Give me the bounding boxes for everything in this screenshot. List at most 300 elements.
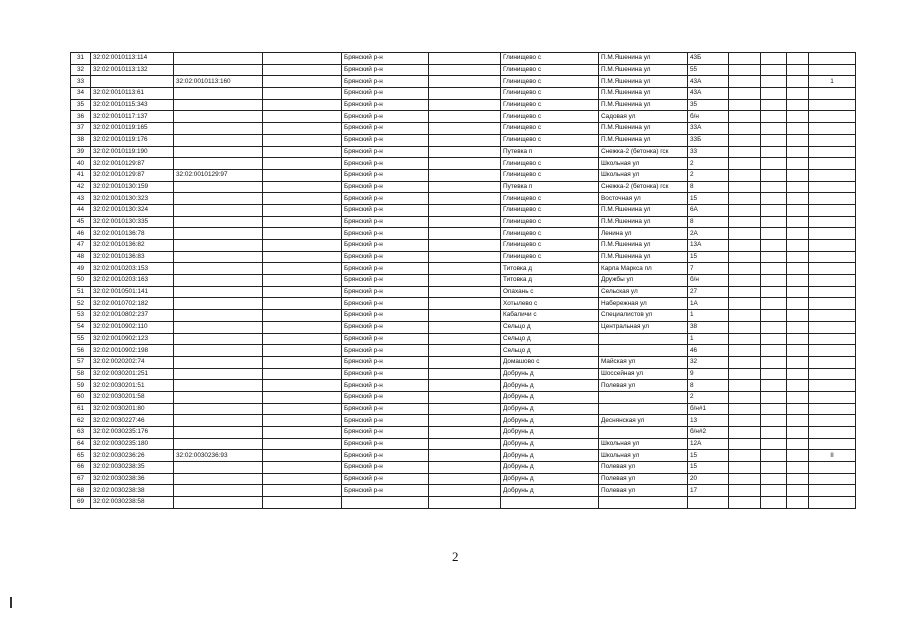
cell-blank-column-2 <box>761 158 787 170</box>
cell-blank-column-1 <box>729 111 761 123</box>
cell-house-number: 43Б <box>688 53 729 65</box>
cell-street: Восточная ул <box>599 193 688 205</box>
cell-district: Брянский р-н <box>342 158 429 170</box>
cell-note <box>809 380 856 392</box>
cell-blank-column-3 <box>787 403 809 415</box>
cell-district: Брянский р-н <box>342 111 429 123</box>
cell-district: Брянский р-н <box>342 415 429 427</box>
cell-blank-column-3 <box>787 228 809 240</box>
cell-district: Брянский р-н <box>342 298 429 310</box>
cell-district: Брянский р-н <box>342 473 429 485</box>
cell-house-number: 1 <box>688 310 729 322</box>
register-table <box>70 52 856 509</box>
table-row <box>71 473 856 485</box>
cell-row-number: 49 <box>71 263 91 275</box>
cell-settlement: Глинищево с <box>501 88 599 100</box>
cell-blank-column-1 <box>729 216 761 228</box>
cell-cadastral-number: 32:02:0020202:74 <box>91 356 174 368</box>
cell-blank-column-1 <box>729 333 761 345</box>
cell-row-number: 56 <box>71 345 91 357</box>
cell-extra-column <box>263 391 342 403</box>
cell-row-number: 44 <box>71 204 91 216</box>
cell-district: Брянский р-н <box>342 263 429 275</box>
table-row <box>71 275 856 287</box>
cell-house-number: 2 <box>688 169 729 181</box>
table-row <box>71 438 856 450</box>
cell-district: Брянский р-н <box>342 380 429 392</box>
cell-cadastral-number: 32:02:0010130:324 <box>91 204 174 216</box>
cell-linked-cadastral-number <box>174 275 263 287</box>
cell-row-number: 64 <box>71 438 91 450</box>
cell-settlement: Опахань с <box>501 286 599 298</box>
cell-house-number: 15 <box>688 193 729 205</box>
cell-extra-column <box>263 263 342 275</box>
table-row <box>71 415 856 427</box>
page-number: 2 <box>452 549 459 564</box>
cell-blank-column-3 <box>787 497 809 509</box>
cell-row-number: 57 <box>71 356 91 368</box>
cell-note <box>809 321 856 333</box>
cell-house-number: 17 <box>688 485 729 497</box>
cell-cadastral-number: 32:02:0010113:61 <box>91 88 174 100</box>
cell-note <box>809 216 856 228</box>
cell-extra-column-2 <box>429 240 501 252</box>
cell-blank-column-1 <box>729 321 761 333</box>
cell-extra-column-2 <box>429 53 501 65</box>
cell-note <box>809 64 856 76</box>
cell-row-number: 31 <box>71 53 91 65</box>
cell-note <box>809 193 856 205</box>
cell-note <box>809 240 856 252</box>
cell-house-number: 12А <box>688 438 729 450</box>
cell-extra-column-2 <box>429 321 501 333</box>
cell-linked-cadastral-number <box>174 181 263 193</box>
cell-blank-column-3 <box>787 111 809 123</box>
cell-row-number: 54 <box>71 321 91 333</box>
cell-house-number: 8 <box>688 216 729 228</box>
cell-blank-column-2 <box>761 88 787 100</box>
cell-extra-column <box>263 450 342 462</box>
cell-blank-column-3 <box>787 368 809 380</box>
table-row <box>71 286 856 298</box>
cell-house-number: 33 <box>688 146 729 158</box>
cell-settlement <box>501 497 599 509</box>
cell-cadastral-number: 32:02:0010119:165 <box>91 123 174 135</box>
cell-district: Брянский р-н <box>342 391 429 403</box>
cell-extra-column-2 <box>429 88 501 100</box>
cell-settlement: Титовка д <box>501 275 599 287</box>
cell-district: Брянский р-н <box>342 368 429 380</box>
cell-house-number: 13 <box>688 415 729 427</box>
table-row <box>71 228 856 240</box>
cell-note <box>809 99 856 111</box>
cell-district: Брянский р-н <box>342 345 429 357</box>
cell-settlement: Добрунь д <box>501 427 599 439</box>
cell-district: Брянский р-н <box>342 204 429 216</box>
cell-note <box>809 111 856 123</box>
cell-district: Брянский р-н <box>342 146 429 158</box>
cell-house-number: б/н#1 <box>688 403 729 415</box>
cell-cadastral-number: 32:02:0010902:123 <box>91 333 174 345</box>
cell-row-number: 43 <box>71 193 91 205</box>
cell-street: П.М.Яшенина ул <box>599 64 688 76</box>
cell-note <box>809 368 856 380</box>
cell-cadastral-number: 32:02:0010501:141 <box>91 286 174 298</box>
cell-row-number: 51 <box>71 286 91 298</box>
cell-house-number: 43А <box>688 88 729 100</box>
cell-settlement: Глинищево с <box>501 99 599 111</box>
cell-cadastral-number: 32:02:0030238:38 <box>91 485 174 497</box>
cell-cadastral-number: 32:02:0010802:237 <box>91 310 174 322</box>
cell-blank-column-3 <box>787 391 809 403</box>
cell-house-number: 33А <box>688 123 729 135</box>
cell-blank-column-2 <box>761 333 787 345</box>
cell-cadastral-number: 32:02:0010130:159 <box>91 181 174 193</box>
table-row <box>71 53 856 65</box>
cell-extra-column <box>263 310 342 322</box>
cell-cadastral-number: 32:02:0010203:153 <box>91 263 174 275</box>
table-row <box>71 76 856 88</box>
cell-extra-column-2 <box>429 310 501 322</box>
cell-blank-column-2 <box>761 169 787 181</box>
cell-blank-column-1 <box>729 123 761 135</box>
cell-settlement: Глинищево с <box>501 111 599 123</box>
cell-settlement: Глинищево с <box>501 64 599 76</box>
cell-linked-cadastral-number: 32:02:0030236:93 <box>174 450 263 462</box>
cell-extra-column-2 <box>429 251 501 263</box>
cell-house-number: 1А <box>688 298 729 310</box>
cell-blank-column-3 <box>787 462 809 474</box>
cell-house-number: 2А <box>688 228 729 240</box>
cell-district: Брянский р-н <box>342 403 429 415</box>
cell-linked-cadastral-number <box>174 391 263 403</box>
cell-settlement: Добрунь д <box>501 462 599 474</box>
cell-extra-column <box>263 204 342 216</box>
cell-street: П.М.Яшенина ул <box>599 123 688 135</box>
cell-settlement: Глинищево с <box>501 240 599 252</box>
cell-settlement: Глинищево с <box>501 134 599 146</box>
cell-linked-cadastral-number <box>174 88 263 100</box>
cell-extra-column-2 <box>429 111 501 123</box>
cell-cadastral-number: 32:02:0010113:132 <box>91 64 174 76</box>
cell-linked-cadastral-number <box>174 427 263 439</box>
cell-extra-column <box>263 275 342 287</box>
cell-district: Брянский р-н <box>342 216 429 228</box>
table-row <box>71 181 856 193</box>
cell-blank-column-2 <box>761 64 787 76</box>
cell-blank-column-3 <box>787 251 809 263</box>
cell-note <box>809 415 856 427</box>
cell-district: Брянский р-н <box>342 462 429 474</box>
cell-linked-cadastral-number <box>174 333 263 345</box>
table-row <box>71 263 856 275</box>
cell-extra-column <box>263 251 342 263</box>
cell-extra-column <box>263 146 342 158</box>
cell-district: Брянский р-н <box>342 438 429 450</box>
cell-settlement: Глинищево с <box>501 228 599 240</box>
cell-district: Брянский р-н <box>342 193 429 205</box>
cell-street <box>599 345 688 357</box>
cell-row-number: 40 <box>71 158 91 170</box>
cell-blank-column-1 <box>729 462 761 474</box>
cell-note: 1 <box>809 76 856 88</box>
cell-extra-column-2 <box>429 228 501 240</box>
table-row <box>71 485 856 497</box>
cell-note <box>809 146 856 158</box>
cell-cadastral-number: 32:02:0010136:83 <box>91 251 174 263</box>
cell-note <box>809 473 856 485</box>
cell-blank-column-3 <box>787 275 809 287</box>
cell-blank-column-3 <box>787 240 809 252</box>
cell-linked-cadastral-number <box>174 216 263 228</box>
cell-house-number: 9 <box>688 368 729 380</box>
cell-row-number: 53 <box>71 310 91 322</box>
cell-blank-column-1 <box>729 286 761 298</box>
cell-extra-column-2 <box>429 169 501 181</box>
cell-street: Школьная ул <box>599 169 688 181</box>
table-row <box>71 380 856 392</box>
cell-extra-column-2 <box>429 298 501 310</box>
cell-extra-column <box>263 169 342 181</box>
cell-settlement: Глинищево с <box>501 216 599 228</box>
cell-blank-column-1 <box>729 438 761 450</box>
cell-street: Снежка-2 (бетонка) гск <box>599 181 688 193</box>
cell-settlement: Глинищево с <box>501 251 599 263</box>
cell-blank-column-1 <box>729 345 761 357</box>
table-row <box>71 298 856 310</box>
cell-extra-column <box>263 473 342 485</box>
cell-blank-column-2 <box>761 146 787 158</box>
cell-house-number: 33Б <box>688 134 729 146</box>
cell-extra-column-2 <box>429 345 501 357</box>
cell-note <box>809 134 856 146</box>
cell-street: Карла Маркса пл <box>599 263 688 275</box>
cell-blank-column-3 <box>787 321 809 333</box>
cell-settlement: Добрунь д <box>501 368 599 380</box>
cell-extra-column <box>263 64 342 76</box>
cell-extra-column <box>263 403 342 415</box>
cell-street <box>599 403 688 415</box>
cell-blank-column-1 <box>729 251 761 263</box>
cell-house-number <box>688 497 729 509</box>
cell-district: Брянский р-н <box>342 53 429 65</box>
cell-settlement: Глинищево с <box>501 169 599 181</box>
cell-note <box>809 427 856 439</box>
cell-extra-column <box>263 181 342 193</box>
cell-linked-cadastral-number <box>174 204 263 216</box>
cell-blank-column-2 <box>761 275 787 287</box>
cell-extra-column-2 <box>429 64 501 76</box>
table-row <box>71 462 856 474</box>
cell-street: Деснянская ул <box>599 415 688 427</box>
cell-linked-cadastral-number <box>174 158 263 170</box>
cell-street <box>599 391 688 403</box>
cell-house-number: 2 <box>688 391 729 403</box>
cell-extra-column <box>263 123 342 135</box>
cell-row-number: 46 <box>71 228 91 240</box>
table-row <box>71 169 856 181</box>
cell-blank-column-2 <box>761 240 787 252</box>
cell-settlement: Глинищево с <box>501 158 599 170</box>
cell-note: II <box>809 450 856 462</box>
cell-note <box>809 333 856 345</box>
cell-blank-column-3 <box>787 181 809 193</box>
cell-blank-column-3 <box>787 345 809 357</box>
cell-blank-column-2 <box>761 310 787 322</box>
cell-extra-column-2 <box>429 275 501 287</box>
cell-street: Полевая ул <box>599 473 688 485</box>
table-row <box>71 88 856 100</box>
cell-blank-column-1 <box>729 134 761 146</box>
cell-blank-column-1 <box>729 403 761 415</box>
cell-row-number: 39 <box>71 146 91 158</box>
cell-district: Брянский р-н <box>342 427 429 439</box>
cell-blank-column-2 <box>761 76 787 88</box>
table-row <box>71 497 856 509</box>
cell-linked-cadastral-number <box>174 473 263 485</box>
cell-house-number: 15 <box>688 450 729 462</box>
cell-street: Снежка-2 (бетонка) гск <box>599 146 688 158</box>
cell-linked-cadastral-number <box>174 240 263 252</box>
cell-street <box>599 333 688 345</box>
cell-linked-cadastral-number <box>174 251 263 263</box>
cell-blank-column-1 <box>729 391 761 403</box>
cell-house-number: 32 <box>688 356 729 368</box>
cell-blank-column-1 <box>729 76 761 88</box>
cell-blank-column-3 <box>787 333 809 345</box>
cell-cadastral-number: 32:02:0010130:335 <box>91 216 174 228</box>
cell-extra-column <box>263 228 342 240</box>
cell-district <box>342 497 429 509</box>
cell-blank-column-1 <box>729 146 761 158</box>
cell-linked-cadastral-number <box>174 310 263 322</box>
table-row <box>71 368 856 380</box>
cell-cadastral-number: 32:02:0030236:26 <box>91 450 174 462</box>
cell-linked-cadastral-number <box>174 356 263 368</box>
cell-blank-column-3 <box>787 53 809 65</box>
cell-house-number: 20 <box>688 473 729 485</box>
cell-cadastral-number: 32:02:0010136:78 <box>91 228 174 240</box>
cell-extra-column <box>263 216 342 228</box>
cell-cadastral-number: 32:02:0010113:114 <box>91 53 174 65</box>
cell-extra-column-2 <box>429 485 501 497</box>
cell-extra-column <box>263 158 342 170</box>
cell-cadastral-number: 32:02:0030235:176 <box>91 427 174 439</box>
cell-row-number: 47 <box>71 240 91 252</box>
table-row <box>71 450 856 462</box>
cell-linked-cadastral-number <box>174 415 263 427</box>
cell-street: П.М.Яшенина ул <box>599 76 688 88</box>
cell-house-number: б/н#2 <box>688 427 729 439</box>
cell-district: Брянский р-н <box>342 321 429 333</box>
cell-cadastral-number: 32:02:0030227:46 <box>91 415 174 427</box>
cell-linked-cadastral-number <box>174 134 263 146</box>
cell-district: Брянский р-н <box>342 99 429 111</box>
cell-street: П.М.Яшенина ул <box>599 53 688 65</box>
cell-linked-cadastral-number <box>174 263 263 275</box>
cell-street <box>599 427 688 439</box>
cell-blank-column-3 <box>787 380 809 392</box>
cell-linked-cadastral-number <box>174 462 263 474</box>
cell-note <box>809 462 856 474</box>
table-row <box>71 356 856 368</box>
cell-settlement: Добрунь д <box>501 415 599 427</box>
cell-extra-column <box>263 333 342 345</box>
cell-blank-column-2 <box>761 251 787 263</box>
cell-extra-column-2 <box>429 427 501 439</box>
cell-blank-column-2 <box>761 368 787 380</box>
cell-house-number: 8 <box>688 181 729 193</box>
cell-extra-column <box>263 345 342 357</box>
cell-extra-column <box>263 240 342 252</box>
cell-extra-column <box>263 462 342 474</box>
cell-blank-column-1 <box>729 356 761 368</box>
cell-blank-column-1 <box>729 298 761 310</box>
cell-row-number: 32 <box>71 64 91 76</box>
cell-extra-column <box>263 438 342 450</box>
cell-extra-column-2 <box>429 158 501 170</box>
cell-blank-column-1 <box>729 53 761 65</box>
cell-row-number: 69 <box>71 497 91 509</box>
cell-blank-column-2 <box>761 356 787 368</box>
cell-cadastral-number: 32:02:0010117:137 <box>91 111 174 123</box>
table-row <box>71 111 856 123</box>
cell-street: Дружбы ул <box>599 275 688 287</box>
cell-street: Центральная ул <box>599 321 688 333</box>
cell-blank-column-3 <box>787 88 809 100</box>
cell-settlement: Глинищево с <box>501 204 599 216</box>
cell-extra-column-2 <box>429 216 501 228</box>
cell-house-number: 8 <box>688 380 729 392</box>
cell-blank-column-1 <box>729 263 761 275</box>
cell-linked-cadastral-number <box>174 286 263 298</box>
cell-blank-column-3 <box>787 438 809 450</box>
cell-cadastral-number: 32:02:0010902:110 <box>91 321 174 333</box>
cell-settlement: Сельцо д <box>501 333 599 345</box>
cell-district: Брянский р-н <box>342 251 429 263</box>
table-row <box>71 427 856 439</box>
cell-blank-column-2 <box>761 473 787 485</box>
cell-extra-column-2 <box>429 181 501 193</box>
cell-settlement: Глинищево с <box>501 193 599 205</box>
cell-extra-column-2 <box>429 123 501 135</box>
cell-note <box>809 181 856 193</box>
cell-cadastral-number: 32:02:0010115:343 <box>91 99 174 111</box>
cell-extra-column-2 <box>429 473 501 485</box>
cell-district: Брянский р-н <box>342 310 429 322</box>
cell-extra-column-2 <box>429 99 501 111</box>
cell-extra-column-2 <box>429 286 501 298</box>
cell-row-number: 58 <box>71 368 91 380</box>
cell-note <box>809 438 856 450</box>
cell-extra-column-2 <box>429 333 501 345</box>
cell-blank-column-3 <box>787 415 809 427</box>
cell-linked-cadastral-number <box>174 298 263 310</box>
cell-extra-column-2 <box>429 403 501 415</box>
cell-blank-column-1 <box>729 181 761 193</box>
cell-row-number: 67 <box>71 473 91 485</box>
cell-settlement: Глинищево с <box>501 123 599 135</box>
cell-extra-column-2 <box>429 462 501 474</box>
cell-street <box>599 497 688 509</box>
cell-district: Брянский р-н <box>342 356 429 368</box>
cell-extra-column-2 <box>429 391 501 403</box>
cell-district: Брянский р-н <box>342 64 429 76</box>
cell-blank-column-2 <box>761 53 787 65</box>
cell-linked-cadastral-number <box>174 111 263 123</box>
cell-extra-column <box>263 99 342 111</box>
cell-district: Брянский р-н <box>342 485 429 497</box>
